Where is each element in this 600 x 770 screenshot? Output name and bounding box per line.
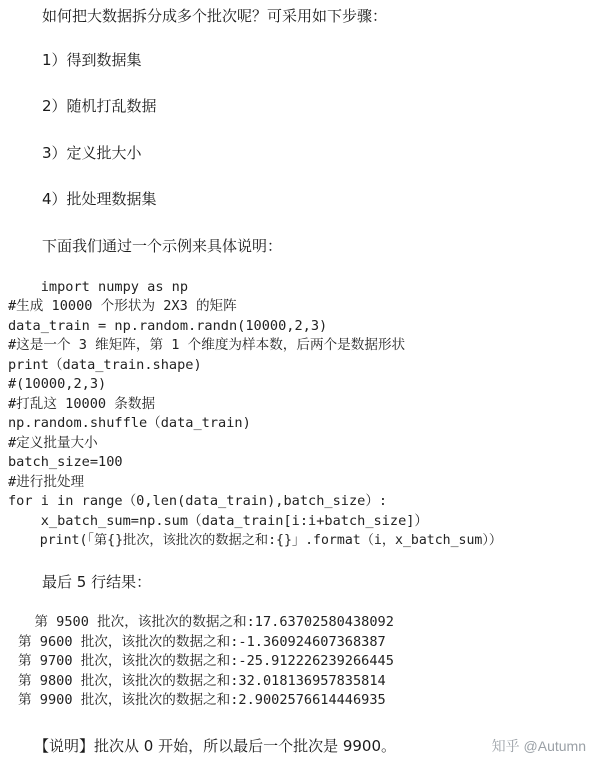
code-line: data_train = np.random.randn(10000,2,3) (8, 318, 328, 334)
code-line: #进行批处理 (8, 474, 85, 490)
code-line: np.random.shuffle（data_train) (8, 415, 251, 431)
code-line: x_batch_sum=np.sum（data_train[i:i+batch_size]） (8, 513, 429, 529)
watermark: 知乎 @Autumn (491, 738, 586, 754)
step-item: 1）得到数据集 (42, 51, 142, 69)
code-line: batch_size=100 (8, 454, 123, 470)
result-line: 第 9600 批次，该批次的数据之和:-1.360924607368387 (18, 634, 386, 650)
step-item: 3）定义批大小 (42, 144, 142, 162)
result-line: 第 9800 批次，该批次的数据之和:32.018136957835814 (18, 673, 386, 689)
code-line: #打乱这 10000 条数据 (8, 396, 156, 412)
code-line: #生成 10000 个形状为 2X3 的矩阵 (8, 298, 237, 314)
step-item: 4）批处理数据集 (42, 190, 157, 208)
code-line: for i in range（0,len(data_train),batch_size）: (8, 493, 388, 509)
result-line: 第 9700 批次，该批次的数据之和:-25.912226239266445 (18, 653, 394, 669)
code-line: #定义批量大小 (8, 435, 98, 451)
code-line: #(10000,2,3) (8, 376, 107, 392)
code-line: print(「第{}批次，该批次的数据之和:{}」.format（i，x_batch_sum）） (8, 533, 503, 548)
example-intro: 下面我们通过一个示例来具体说明： (42, 237, 283, 255)
note-paragraph: 【说明】批次从 0 开始，所以最后一个批次是 9900。 (34, 737, 397, 755)
result-line: 第 9900 批次，该批次的数据之和:2.9002576614446935 (18, 692, 386, 708)
result-line: 第 9500 批次，该批次的数据之和:17.63702580438092 (18, 614, 394, 630)
results-title: 最后 5 行结果： (42, 573, 152, 591)
code-line: import numpy as np (8, 279, 189, 295)
code-line: print（data_train.shape) (8, 357, 202, 373)
step-item: 2）随机打乱数据 (42, 97, 157, 115)
code-line: #这是一个 3 维矩阵，第 1 个维度为样本数，后两个是数据形状 (8, 337, 406, 353)
intro-paragraph: 如何把大数据拆分成多个批次呢？可采用如下步骤： (42, 7, 388, 25)
